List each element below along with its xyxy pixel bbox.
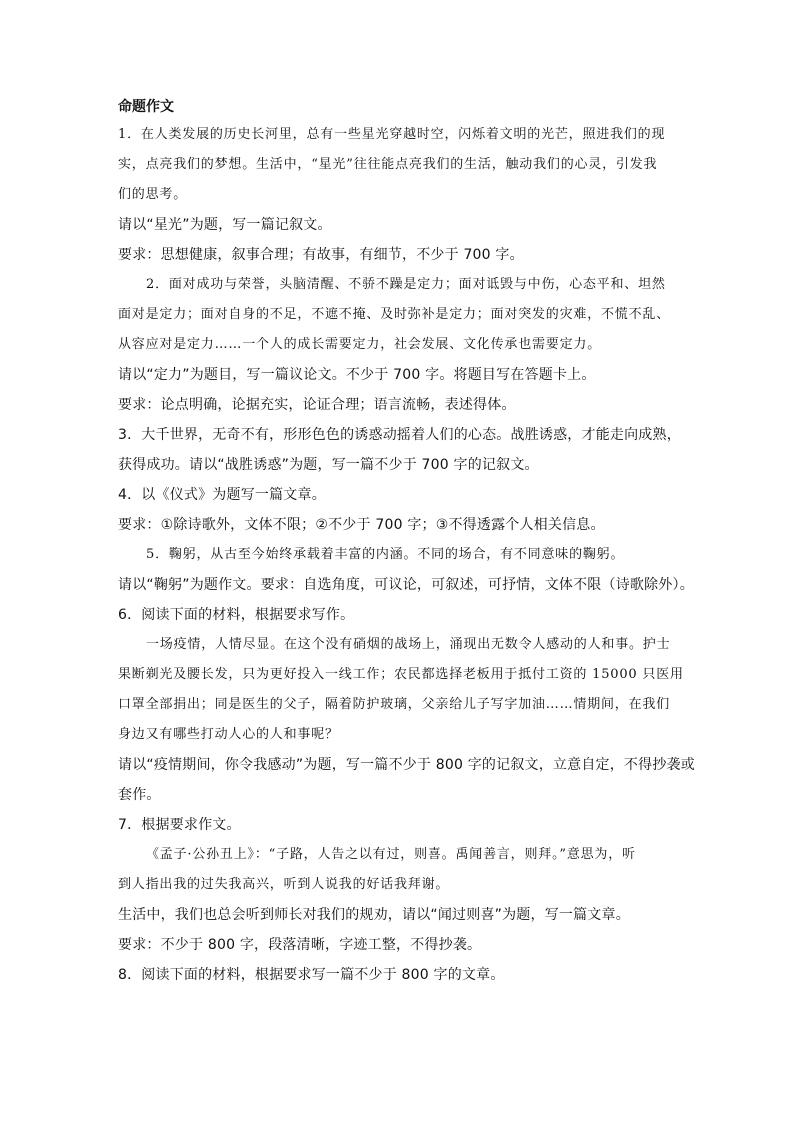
question-6 (118, 600, 695, 810)
question-5-task: 请以“鞠躬”为题作文。要求：自选角度，可议论，可叙述，可抒情，文体不限（诗歌除外）。 (118, 577, 694, 593)
question-1-requirement: 要求：思想健康，叙事合理；有故事，有细节，不少于 700 字。 (118, 247, 524, 263)
question-2-task: 请以“定力”为题目，写一篇议论文。不少于 700 字。将题目写在答题卡上。 (118, 367, 596, 383)
question-6-material-line: 口罩全部捐出；同是医生的父子，隔着防护玻璃，父亲给儿子写字加油……情期间，在我们 (118, 697, 671, 712)
question-2-requirement: 要求：论点明确，论据充实，论证合理；语言流畅，表述得体。 (118, 397, 516, 413)
question-8-heading: 8．阅读下面的材料，根据要求写一篇不少于 800 字的文章。 (118, 967, 505, 983)
question-3-line: 获得成功。请以“战胜诱惑”为题，写一篇不少于 700 字的记叙文。 (118, 457, 539, 473)
question-1-prompt-line: 实，点亮我们的梦想。生活中，“星光”往往能点亮我们的生活，触动我们的心灵，引发我 (118, 157, 658, 172)
question-4 (118, 480, 684, 540)
document-body (118, 96, 695, 990)
question-7-material-line: 《孟子·公孙丑上》：“子路，人告之以有过，则喜。禹闻善言，则拜。”意思为，听 (146, 847, 636, 862)
question-3-line: 3．大千世界，无奇不有，形形色色的诱惑动摇着人们的心态。战胜诱惑，才能走向成熟， (118, 427, 681, 443)
question-8 (118, 960, 684, 990)
question-7 (118, 810, 684, 960)
question-2 (118, 270, 684, 420)
question-4-requirement: 要求：①除诗歌外，文体不限；②不少于 700 字；③不得透露个人相关信息。 (118, 517, 605, 533)
question-6-material-line: 一场疫情，人情尽显。在这个没有硝烟的战场上，涌现出无数令人感动的人和事。护士 (146, 637, 671, 652)
question-7-requirement: 要求：不少于 800 字，段落清晰，字迹工整，不得抄袭。 (118, 937, 482, 953)
question-6-material-line: 身边又有哪些打动人心的人和事呢？ (118, 727, 339, 742)
question-1-task: 请以“星光”为题，写一篇记叙文。 (118, 217, 332, 233)
question-4-task: 4．以《仪式》为题写一篇文章。 (118, 487, 326, 503)
question-5-prompt: 5．鞠躬，从古至今始终承载着丰富的内涵。不同的场合，有不同意味的鞠躬。 (146, 547, 625, 562)
question-6-task-line: 套作。 (118, 787, 161, 803)
question-1-prompt-line: 1．在人类发展的历史长河里，总有一些星光穿越时空，闪烁着文明的光芒，照进我们的现 (118, 127, 666, 142)
question-1-prompt-line: 们的思考。 (118, 187, 188, 202)
question-2-prompt-line: 2．面对成功与荣誉，头脑清醒、不骄不躁是定力；面对诋毁与中伤，心态平和、坦然 (146, 277, 666, 292)
question-7-material-line: 到人指出我的过失我高兴，听到人说我的好话我拜谢。 (118, 877, 450, 892)
question-3 (118, 420, 684, 480)
question-2-prompt-line: 面对是定力；面对自身的不足，不遮不掩、及时弥补是定力；面对突发的灾难，不慌不乱、 (118, 307, 671, 322)
section-title: 命题作文 (118, 99, 174, 115)
question-6-heading: 6．阅读下面的材料，根据要求写作。 (118, 607, 355, 623)
question-1 (118, 120, 684, 270)
question-5 (118, 540, 694, 600)
question-7-task: 生活中，我们也总会听到师长对我们的规劝，请以“闻过则喜”为题，写一篇文章。 (118, 907, 630, 923)
question-6-material-line: 果断剃光及腰长发，只为更好投入一线工作；农民都选择老板用于抵付工资的 15000 只医用 (118, 667, 684, 682)
question-2-prompt-line: 从容应对是定力……一个人的成长需要定力，社会发展、文化传承也需要定力。 (118, 337, 602, 352)
question-6-task-line: 请以“疫情期间，你令我感动”为题，写一篇不少于 800 字的记叙文，立意自定，不得抄袭或 (118, 757, 695, 773)
question-7-heading: 7．根据要求作文。 (118, 817, 241, 833)
